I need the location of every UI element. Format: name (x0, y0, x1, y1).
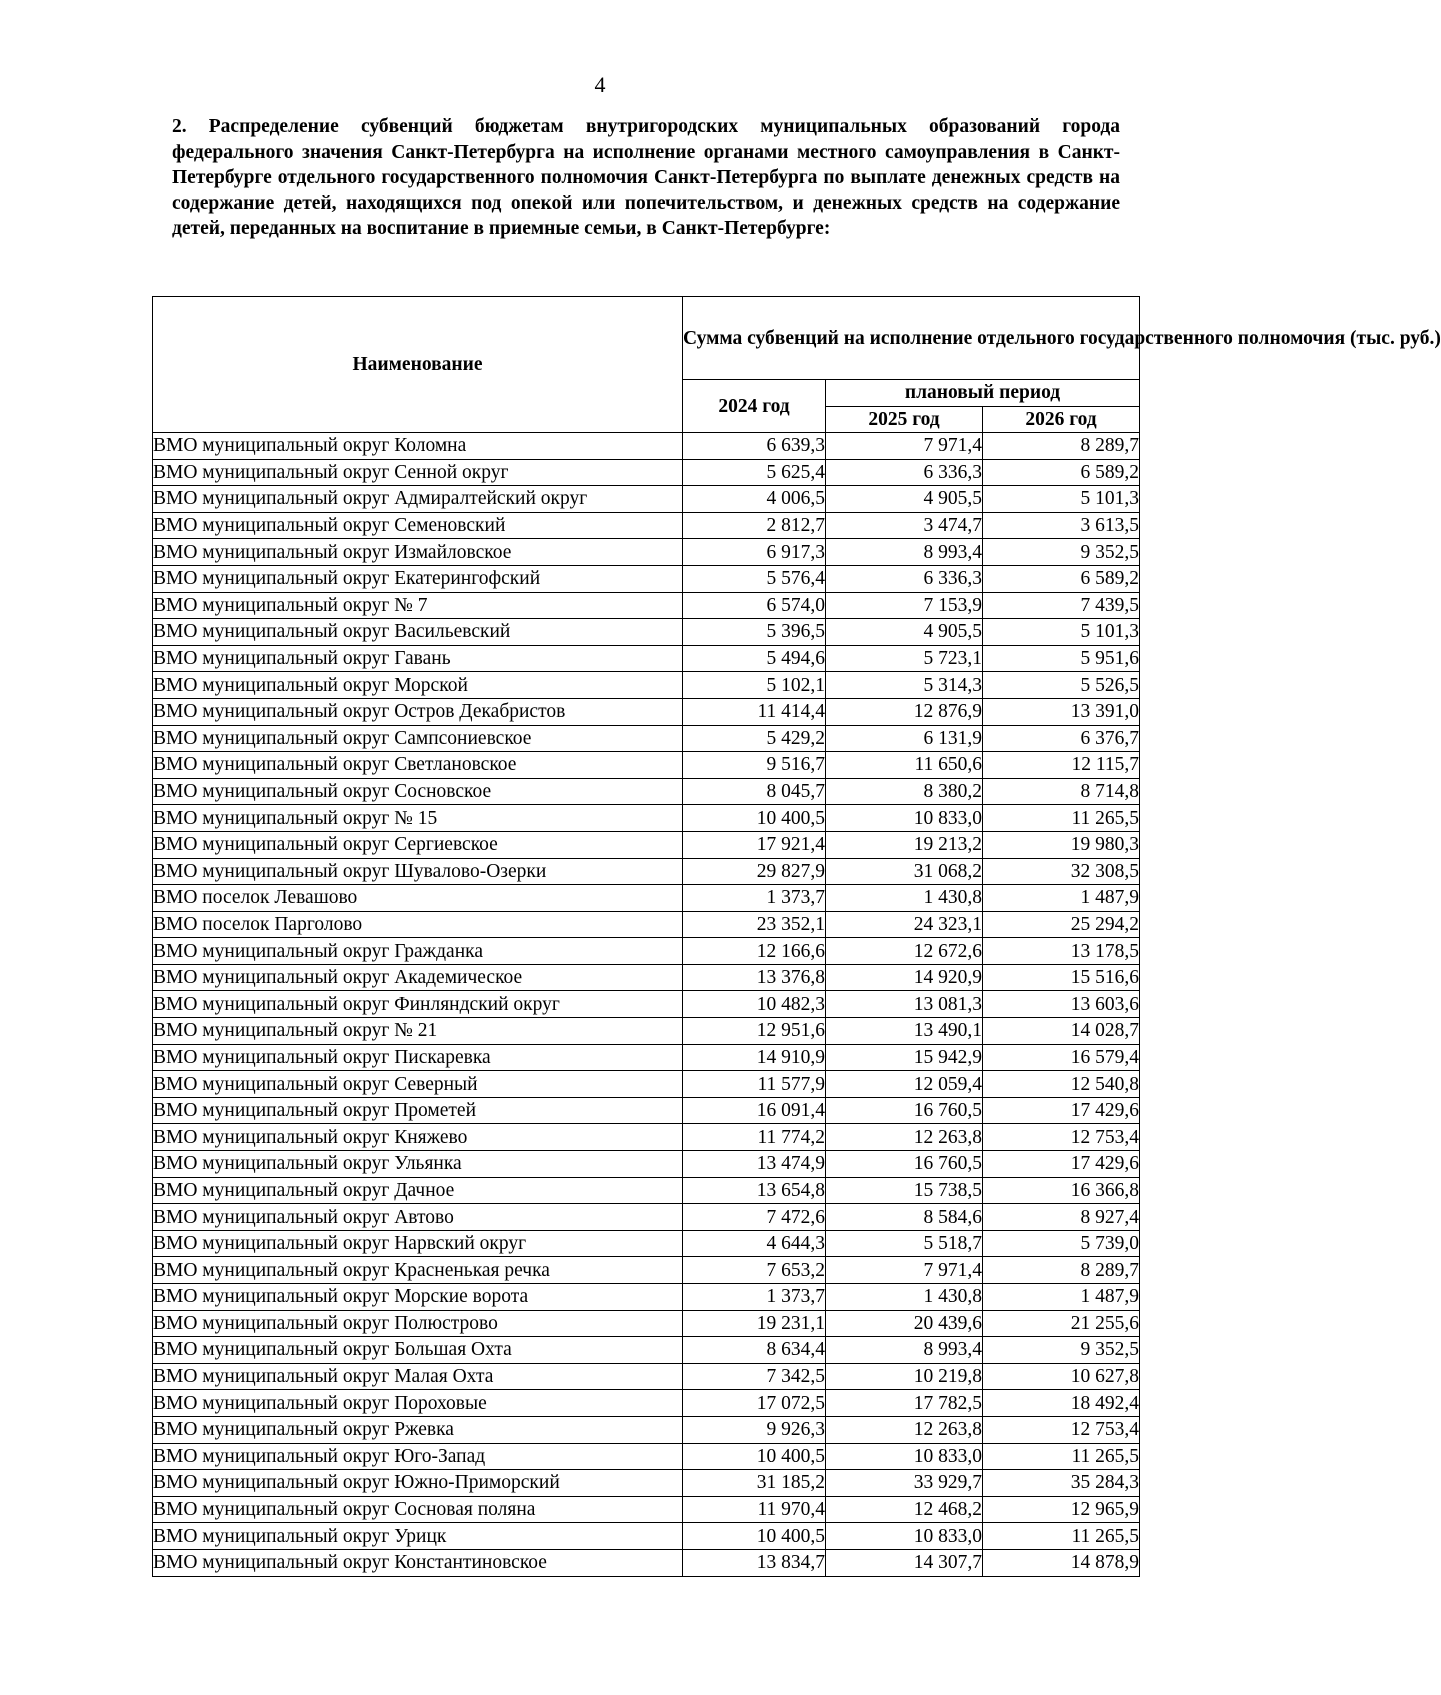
row-value-2024: 17 921,4 (683, 831, 826, 858)
row-name-cell: ВМО муниципальный округ Большая Охта (153, 1337, 683, 1364)
row-value-2025: 12 263,8 (826, 1416, 983, 1443)
table-row (153, 1496, 1140, 1523)
row-value-2024: 10 482,3 (683, 991, 826, 1018)
row-value-2024: 7 472,6 (683, 1204, 826, 1231)
table-row (153, 1257, 1140, 1284)
table-row (153, 1097, 1140, 1124)
table-header (153, 297, 1441, 433)
table-row (153, 619, 1140, 646)
row-value-2026: 17 429,6 (983, 1097, 1140, 1124)
row-value-2025: 5 314,3 (826, 672, 983, 699)
table-row (153, 1124, 1140, 1151)
row-value-2024: 8 634,4 (683, 1337, 826, 1364)
header-year-2026: 2026 год (983, 406, 1140, 433)
row-value-2024: 1 373,7 (683, 885, 826, 912)
row-value-2025: 14 920,9 (826, 964, 983, 991)
row-name-cell: ВМО муниципальный округ Семеновский (153, 512, 683, 539)
row-value-2026: 11 265,5 (983, 1523, 1140, 1550)
header-sum: Сумма субвенций на исполнение отдельного государственного полномочия (тыс. руб.) (683, 297, 1140, 380)
row-name-cell: ВМО муниципальный округ Урицк (153, 1523, 683, 1550)
row-value-2024: 11 970,4 (683, 1496, 826, 1523)
row-value-2025: 12 263,8 (826, 1124, 983, 1151)
row-value-2024: 5 494,6 (683, 645, 826, 672)
row-value-2026: 8 289,7 (983, 433, 1140, 460)
row-name-cell: ВМО муниципальный округ Ржевка (153, 1416, 683, 1443)
row-value-2024: 23 352,1 (683, 911, 826, 938)
row-name-cell: ВМО муниципальный округ Васильевский (153, 619, 683, 646)
row-value-2024: 31 185,2 (683, 1470, 826, 1497)
row-name-cell: ВМО муниципальный округ Константиновское (153, 1549, 683, 1576)
table-body (153, 433, 1140, 1577)
row-value-2026: 12 753,4 (983, 1124, 1140, 1151)
row-value-2026: 12 965,9 (983, 1496, 1140, 1523)
table-row (153, 831, 1140, 858)
row-value-2024: 6 917,3 (683, 539, 826, 566)
row-value-2025: 12 059,4 (826, 1071, 983, 1098)
row-value-2026: 18 492,4 (983, 1390, 1140, 1417)
row-value-2024: 4 006,5 (683, 486, 826, 513)
row-value-2026: 8 714,8 (983, 778, 1140, 805)
row-value-2024: 7 342,5 (683, 1363, 826, 1390)
row-value-2024: 16 091,4 (683, 1097, 826, 1124)
row-value-2026: 11 265,5 (983, 805, 1140, 832)
table-row (153, 911, 1140, 938)
row-name-cell: ВМО поселок Парголово (153, 911, 683, 938)
row-value-2024: 12 166,6 (683, 938, 826, 965)
row-name-cell: ВМО муниципальный округ Морской (153, 672, 683, 699)
table-row (153, 885, 1140, 912)
row-name-cell: ВМО муниципальный округ Юго-Запад (153, 1443, 683, 1470)
row-name-cell: ВМО муниципальный округ Красненькая речка (153, 1257, 683, 1284)
row-value-2025: 33 929,7 (826, 1470, 983, 1497)
row-value-2026: 17 429,6 (983, 1151, 1140, 1178)
table-row (153, 1470, 1140, 1497)
row-value-2026: 35 284,3 (983, 1470, 1140, 1497)
row-value-2025: 15 738,5 (826, 1177, 983, 1204)
row-value-2026: 16 579,4 (983, 1044, 1140, 1071)
table-row (153, 1204, 1140, 1231)
row-name-cell: ВМО муниципальный округ № 21 (153, 1018, 683, 1045)
row-value-2026: 5 101,3 (983, 486, 1140, 513)
header-year-2024: 2024 год (683, 380, 826, 433)
row-value-2025: 10 833,0 (826, 1443, 983, 1470)
row-value-2026: 5 101,3 (983, 619, 1140, 646)
table-row (153, 698, 1140, 725)
row-name-cell: ВМО муниципальный округ Малая Охта (153, 1363, 683, 1390)
row-name-cell: ВМО муниципальный округ Сосновское (153, 778, 683, 805)
row-value-2025: 24 323,1 (826, 911, 983, 938)
row-value-2024: 11 414,4 (683, 698, 826, 725)
page-number: 4 (594, 72, 606, 97)
section-heading: 2. Распределение субвенций бюджетам внутригородских муниципальных образований города федерального значения Санкт-Петербурга на исполнение органами местного самоуправления в Санкт-Петербурге отдельного государственного полномочия Санкт-Петербурга по выплате денежных средств на содержание детей, находящихся под опекой или попечительством, и денежных средств на содержание детей, переданных на воспитание в приемные семьи, в Санкт-Петербурге: (172, 116, 1120, 239)
row-name-cell: ВМО муниципальный округ Сампсониевское (153, 725, 683, 752)
row-value-2025: 12 876,9 (826, 698, 983, 725)
row-name-cell: ВМО поселок Левашово (153, 885, 683, 912)
row-value-2025: 19 213,2 (826, 831, 983, 858)
row-value-2024: 10 400,5 (683, 805, 826, 832)
table-row (153, 486, 1140, 513)
row-value-2024: 5 429,2 (683, 725, 826, 752)
table-row (153, 1310, 1140, 1337)
row-value-2026: 25 294,2 (983, 911, 1140, 938)
row-name-cell: ВМО муниципальный округ № 15 (153, 805, 683, 832)
table-row (153, 1044, 1140, 1071)
row-name-cell: ВМО муниципальный округ Автово (153, 1204, 683, 1231)
row-value-2026: 11 265,5 (983, 1443, 1140, 1470)
table-row (153, 512, 1140, 539)
table-row (153, 1151, 1140, 1178)
row-value-2024: 11 774,2 (683, 1124, 826, 1151)
header-planned-period: плановый период (826, 380, 1140, 407)
row-value-2025: 20 439,6 (826, 1310, 983, 1337)
row-name-cell: ВМО муниципальный округ Южно-Приморский (153, 1470, 683, 1497)
table-row (153, 433, 1140, 460)
row-value-2025: 11 650,6 (826, 752, 983, 779)
row-value-2025: 6 131,9 (826, 725, 983, 752)
table-row (153, 1284, 1140, 1311)
row-name-cell: ВМО муниципальный округ Сосновая поляна (153, 1496, 683, 1523)
row-value-2025: 10 833,0 (826, 805, 983, 832)
row-value-2024: 19 231,1 (683, 1310, 826, 1337)
row-value-2025: 31 068,2 (826, 858, 983, 885)
row-value-2025: 12 672,6 (826, 938, 983, 965)
row-value-2026: 12 540,8 (983, 1071, 1140, 1098)
row-value-2025: 5 723,1 (826, 645, 983, 672)
row-name-cell: ВМО муниципальный округ Пороховые (153, 1390, 683, 1417)
row-value-2026: 5 526,5 (983, 672, 1140, 699)
table-row (153, 1071, 1140, 1098)
row-name-cell: ВМО муниципальный округ Пискаревка (153, 1044, 683, 1071)
row-value-2026: 9 352,5 (983, 539, 1140, 566)
row-value-2025: 4 905,5 (826, 486, 983, 513)
table-row (153, 1523, 1140, 1550)
row-name-cell: ВМО муниципальный округ Княжево (153, 1124, 683, 1151)
table-row (153, 805, 1140, 832)
row-value-2026: 10 627,8 (983, 1363, 1140, 1390)
row-value-2025: 8 380,2 (826, 778, 983, 805)
row-value-2025: 7 971,4 (826, 433, 983, 460)
row-value-2024: 12 951,6 (683, 1018, 826, 1045)
row-value-2024: 7 653,2 (683, 1257, 826, 1284)
table-row (153, 539, 1140, 566)
row-value-2026: 16 366,8 (983, 1177, 1140, 1204)
row-value-2024: 13 834,7 (683, 1549, 826, 1576)
row-value-2026: 5 951,6 (983, 645, 1140, 672)
row-value-2026: 14 878,9 (983, 1549, 1140, 1576)
row-value-2025: 15 942,9 (826, 1044, 983, 1071)
row-value-2025: 7 971,4 (826, 1257, 983, 1284)
row-value-2024: 29 827,9 (683, 858, 826, 885)
row-value-2024: 5 625,4 (683, 459, 826, 486)
row-value-2026: 14 028,7 (983, 1018, 1140, 1045)
row-value-2025: 7 153,9 (826, 592, 983, 619)
table-row (153, 858, 1140, 885)
row-value-2024: 13 654,8 (683, 1177, 826, 1204)
row-value-2024: 5 396,5 (683, 619, 826, 646)
row-value-2024: 5 576,4 (683, 565, 826, 592)
row-value-2024: 2 812,7 (683, 512, 826, 539)
row-name-cell: ВМО муниципальный округ Екатерингофский (153, 565, 683, 592)
row-value-2024: 6 574,0 (683, 592, 826, 619)
row-value-2024: 5 102,1 (683, 672, 826, 699)
row-value-2024: 17 072,5 (683, 1390, 826, 1417)
row-name-cell: ВМО муниципальный округ Адмиралтейский округ (153, 486, 683, 513)
row-name-cell: ВМО муниципальный округ Ульянка (153, 1151, 683, 1178)
row-value-2026: 6 589,2 (983, 565, 1140, 592)
row-value-2024: 10 400,5 (683, 1523, 826, 1550)
row-value-2025: 8 993,4 (826, 1337, 983, 1364)
row-value-2025: 17 782,5 (826, 1390, 983, 1417)
table-row (153, 672, 1140, 699)
row-value-2025: 13 081,3 (826, 991, 983, 1018)
table-row (153, 645, 1140, 672)
row-value-2026: 7 439,5 (983, 592, 1140, 619)
table-row (153, 1177, 1140, 1204)
row-value-2024: 13 474,9 (683, 1151, 826, 1178)
row-value-2024: 6 639,3 (683, 433, 826, 460)
header-year-2025: 2025 год (826, 406, 983, 433)
row-value-2025: 4 905,5 (826, 619, 983, 646)
row-value-2024: 8 045,7 (683, 778, 826, 805)
row-value-2026: 12 115,7 (983, 752, 1140, 779)
row-name-cell: ВМО муниципальный округ № 7 (153, 592, 683, 619)
row-value-2026: 6 376,7 (983, 725, 1140, 752)
row-value-2025: 6 336,3 (826, 459, 983, 486)
row-name-cell: ВМО муниципальный округ Измайловское (153, 539, 683, 566)
row-value-2024: 14 910,9 (683, 1044, 826, 1071)
row-value-2026: 8 289,7 (983, 1257, 1140, 1284)
row-value-2025: 8 584,6 (826, 1204, 983, 1231)
row-value-2025: 10 833,0 (826, 1523, 983, 1550)
table-row (153, 1363, 1140, 1390)
table-row (153, 1416, 1140, 1443)
row-name-cell: ВМО муниципальный округ Сергиевское (153, 831, 683, 858)
row-name-cell: ВМО муниципальный округ Дачное (153, 1177, 683, 1204)
table-row (153, 1230, 1140, 1257)
row-name-cell: ВМО муниципальный округ Нарвский округ (153, 1230, 683, 1257)
table-row (153, 725, 1140, 752)
table-row (153, 1443, 1140, 1470)
row-name-cell: ВМО муниципальный округ Морские ворота (153, 1284, 683, 1311)
row-value-2024: 4 644,3 (683, 1230, 826, 1257)
row-value-2026: 6 589,2 (983, 459, 1140, 486)
table-row (153, 991, 1140, 1018)
row-value-2026: 13 391,0 (983, 698, 1140, 725)
table-row (153, 1337, 1140, 1364)
row-name-cell: ВМО муниципальный округ Северный (153, 1071, 683, 1098)
table-row (153, 459, 1140, 486)
row-value-2026: 21 255,6 (983, 1310, 1140, 1337)
table-row (153, 938, 1140, 965)
table-row (153, 778, 1140, 805)
row-value-2025: 16 760,5 (826, 1097, 983, 1124)
row-value-2025: 13 490,1 (826, 1018, 983, 1045)
table-row (153, 1018, 1140, 1045)
row-name-cell: ВМО муниципальный округ Коломна (153, 433, 683, 460)
header-name: Наименование (153, 297, 683, 433)
row-value-2026: 1 487,9 (983, 885, 1140, 912)
table-row (153, 1549, 1140, 1576)
row-value-2025: 10 219,8 (826, 1363, 983, 1390)
row-value-2026: 3 613,5 (983, 512, 1140, 539)
row-value-2024: 13 376,8 (683, 964, 826, 991)
table-row (153, 964, 1140, 991)
table-row (153, 752, 1140, 779)
row-value-2026: 1 487,9 (983, 1284, 1140, 1311)
row-value-2026: 13 178,5 (983, 938, 1140, 965)
row-value-2026: 5 739,0 (983, 1230, 1140, 1257)
row-value-2026: 9 352,5 (983, 1337, 1140, 1364)
row-name-cell: ВМО муниципальный округ Академическое (153, 964, 683, 991)
row-value-2026: 15 516,6 (983, 964, 1140, 991)
row-name-cell: ВМО муниципальный округ Шувалово-Озерки (153, 858, 683, 885)
row-value-2024: 10 400,5 (683, 1443, 826, 1470)
row-name-cell: ВМО муниципальный округ Остров Декабристов (153, 698, 683, 725)
table-row (153, 592, 1140, 619)
row-value-2025: 12 468,2 (826, 1496, 983, 1523)
row-value-2024: 9 516,7 (683, 752, 826, 779)
row-name-cell: ВМО муниципальный округ Сенной округ (153, 459, 683, 486)
row-name-cell: ВМО муниципальный округ Полюстрово (153, 1310, 683, 1337)
row-value-2024: 1 373,7 (683, 1284, 826, 1311)
row-value-2025: 8 993,4 (826, 539, 983, 566)
row-name-cell: ВМО муниципальный округ Финляндский округ (153, 991, 683, 1018)
row-value-2024: 11 577,9 (683, 1071, 826, 1098)
row-name-cell: ВМО муниципальный округ Гавань (153, 645, 683, 672)
row-value-2026: 12 753,4 (983, 1416, 1140, 1443)
row-value-2025: 1 430,8 (826, 1284, 983, 1311)
table-row (153, 1390, 1140, 1417)
row-value-2025: 14 307,7 (826, 1549, 983, 1576)
row-value-2026: 8 927,4 (983, 1204, 1140, 1231)
row-value-2025: 6 336,3 (826, 565, 983, 592)
table-row (153, 565, 1140, 592)
row-name-cell: ВМО муниципальный округ Прометей (153, 1097, 683, 1124)
row-value-2024: 9 926,3 (683, 1416, 826, 1443)
row-value-2025: 3 474,7 (826, 512, 983, 539)
row-name-cell: ВМО муниципальный округ Светлановское (153, 752, 683, 779)
row-value-2026: 13 603,6 (983, 991, 1140, 1018)
row-value-2026: 32 308,5 (983, 858, 1140, 885)
row-value-2025: 1 430,8 (826, 885, 983, 912)
row-value-2025: 5 518,7 (826, 1230, 983, 1257)
subvention-table (152, 296, 1441, 1577)
row-value-2026: 19 980,3 (983, 831, 1140, 858)
row-name-cell: ВМО муниципальный округ Гражданка (153, 938, 683, 965)
row-value-2025: 16 760,5 (826, 1151, 983, 1178)
